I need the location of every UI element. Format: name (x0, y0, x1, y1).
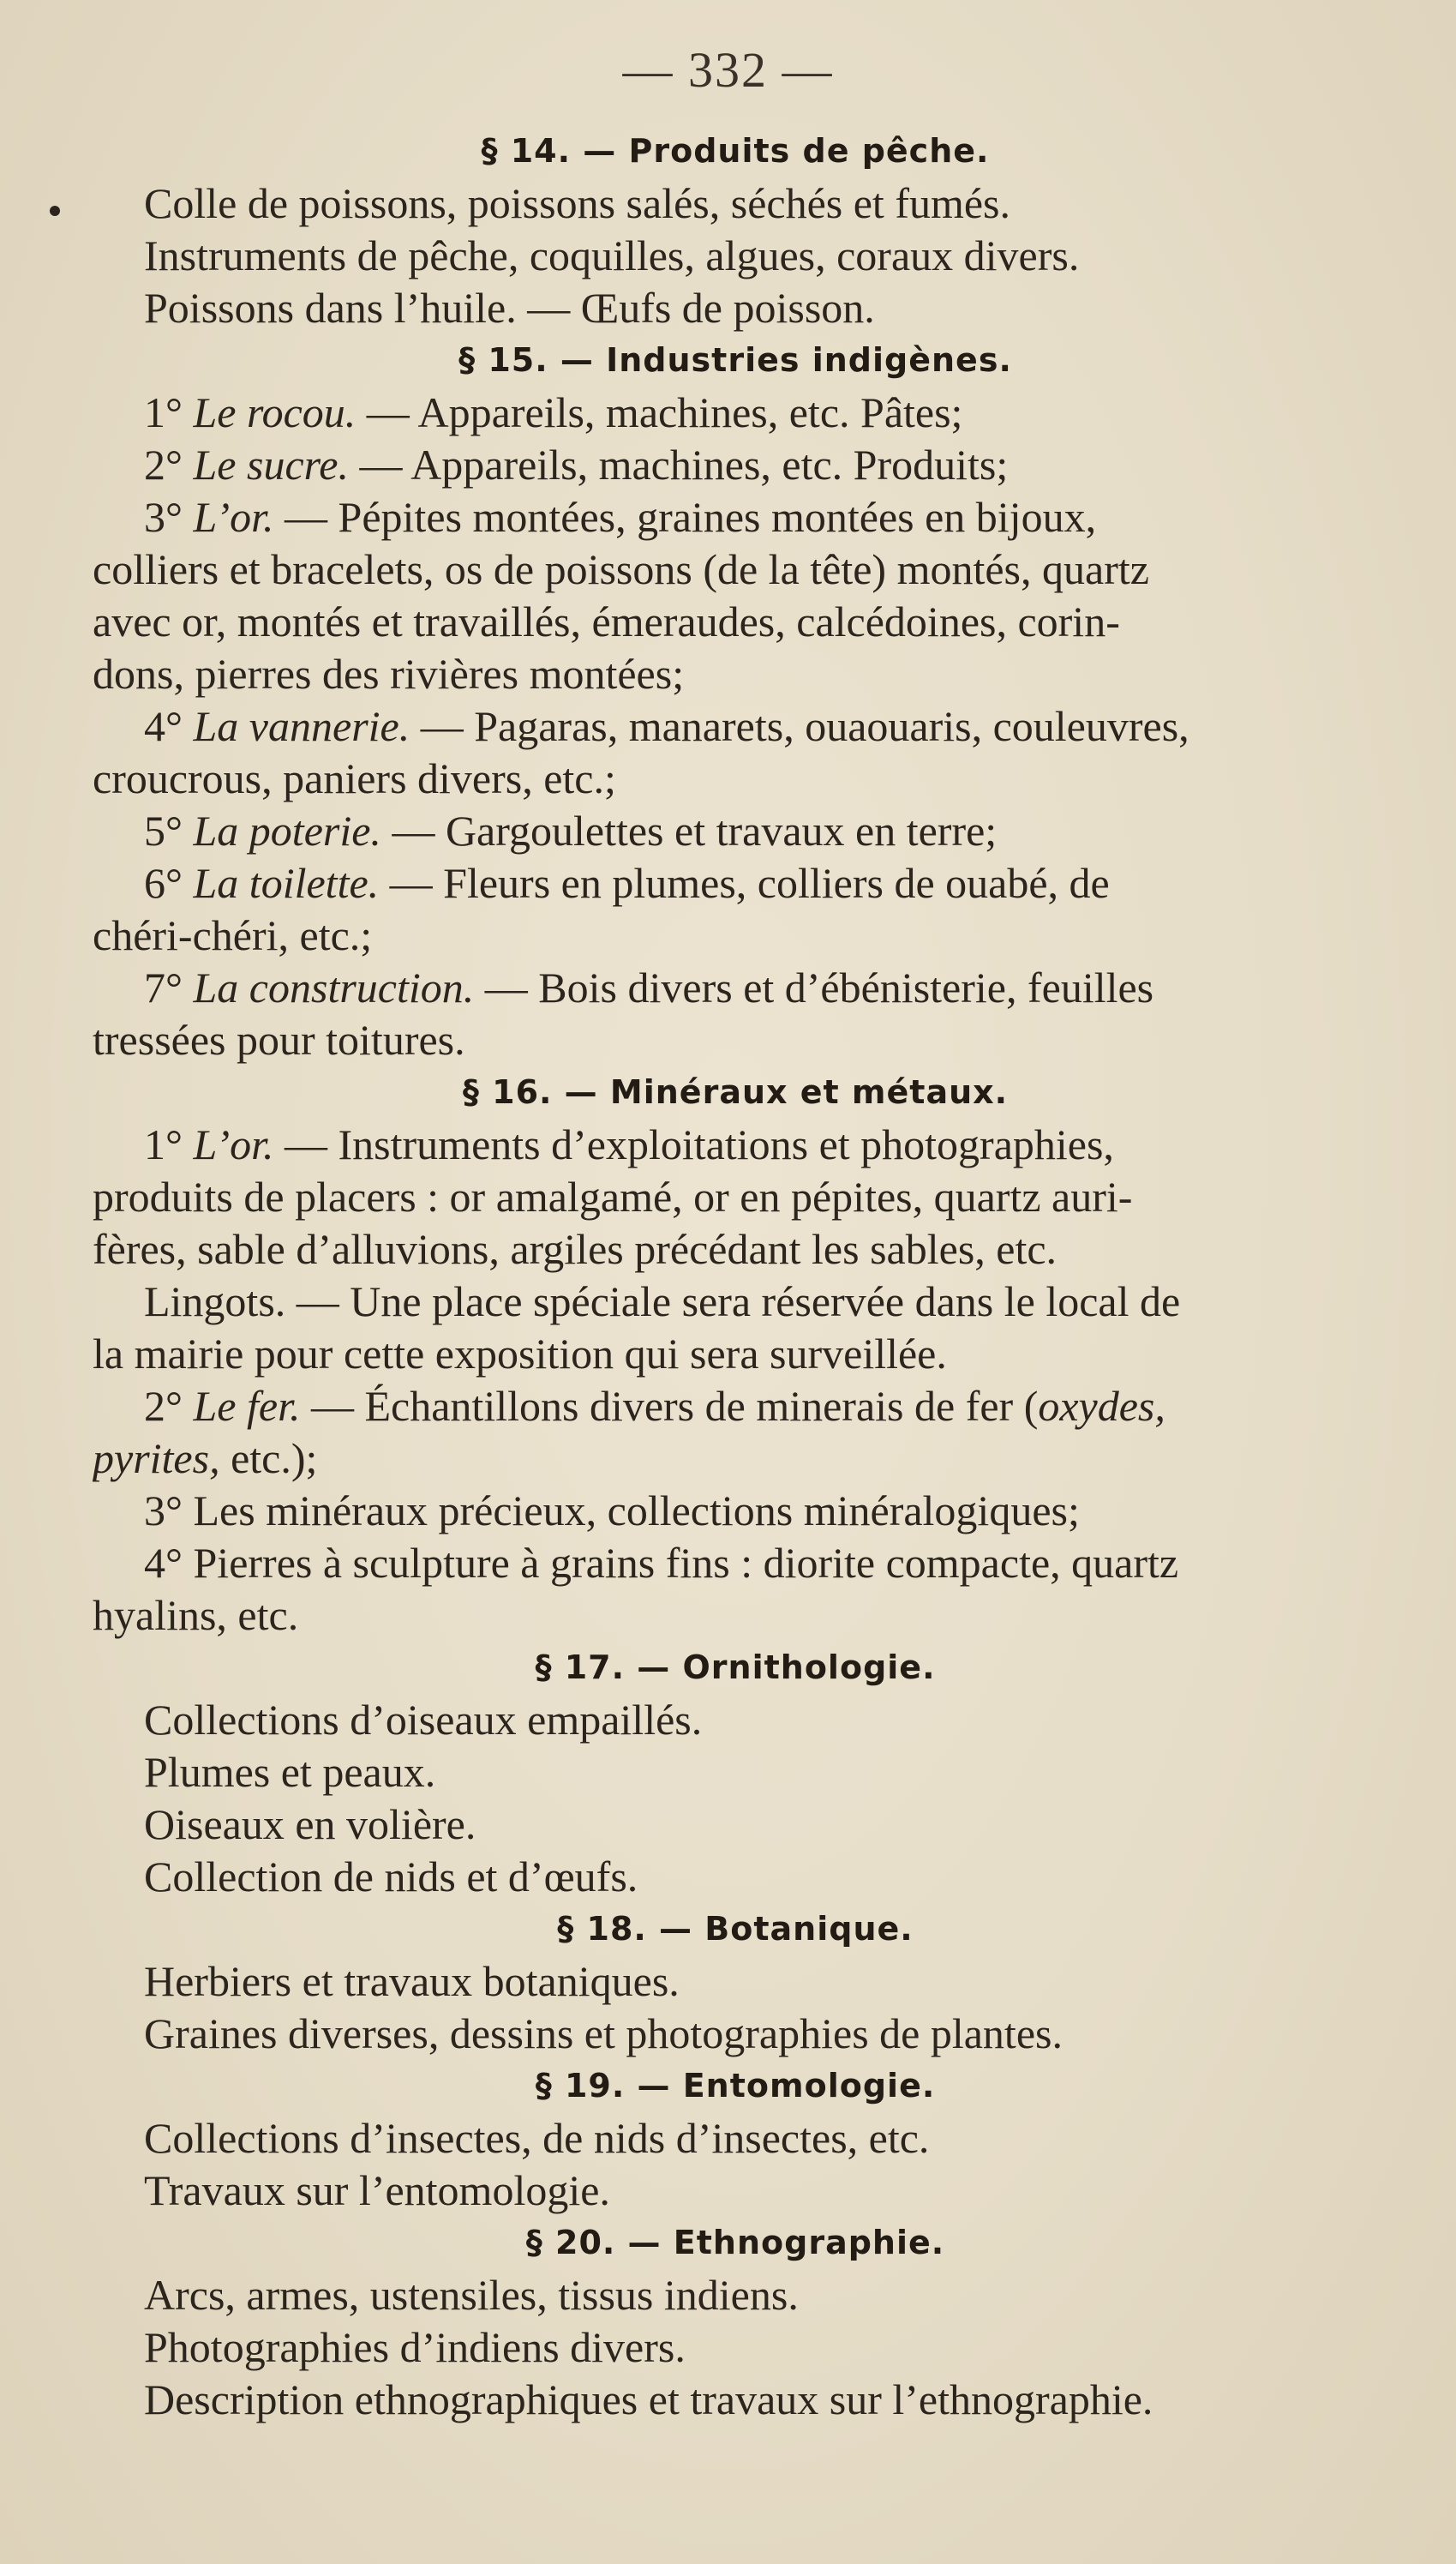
item-italic: oxydes, (1038, 1382, 1165, 1430)
text-line: Travaux sur l’entomologie. (144, 2166, 610, 2214)
section-heading-14: § 14. — Produits de pêche. (481, 132, 990, 170)
list-item-fer (93, 1380, 1378, 1432)
text-line: Collection de nids et d’œufs. (144, 1852, 638, 1900)
item-title: La vannerie. (193, 702, 410, 750)
text-line (93, 1432, 1378, 1485)
item-title: L’or. (193, 493, 274, 541)
text-line: avec or, montés et travaillés, émeraudes, calcédoines, corin- (93, 597, 1120, 646)
text-line: hyalins, etc. (93, 1591, 299, 1639)
item-title: Le fer. (193, 1382, 301, 1430)
text-line: la mairie pour cette exposition qui sera surveillée. (93, 1330, 947, 1378)
item-text: — Appareils, machines, etc. Pâtes; (356, 388, 963, 436)
text-line: Lingots. — Une place spéciale sera réservée dans le local de (144, 1277, 1181, 1325)
text-line: Graines diverses, dessins et photographies de plantes. (144, 2009, 1063, 2057)
text-line: produits de placers : or amalgamé, or en pépites, quartz auri- (93, 1173, 1133, 1221)
margin-mark-icon (50, 206, 60, 216)
text-line: chéri-chéri, etc.; (93, 911, 373, 959)
item-title: Le rocou. (193, 388, 357, 436)
item-number: 7° (144, 964, 183, 1012)
text-line: 4° Pierres à sculpture à grains fins : diorite compacte, quartz (144, 1539, 1179, 1587)
item-title: L’or. (193, 1120, 274, 1168)
item-text: — Fleurs en plumes, colliers de ouabé, de (379, 859, 1110, 907)
text-line: Collections d’insectes, de nids d’insectes, etc. (144, 2114, 930, 2162)
text-line: Arcs, armes, ustensiles, tissus indiens. (144, 2271, 799, 2319)
text-line: Poissons dans l’huile. — Œufs de poisson. (144, 284, 875, 332)
list-item-or (93, 491, 1378, 543)
text-line: 3° Les minéraux précieux, collections minéralogiques; (144, 1486, 1080, 1534)
text-line: tressées pour toitures. (93, 1016, 465, 1064)
section-heading-18: § 18. — Botanique. (557, 1910, 914, 1948)
text-line: colliers et bracelets, os de poissons (de la tête) montés, quartz (93, 545, 1149, 593)
item-title: La construction. (193, 964, 475, 1012)
text-line: Colle de poissons, poissons salés, séchés et fumés. (144, 179, 1011, 227)
item-number: 5° (144, 807, 183, 855)
text-line: Description ethnographiques et travaux sur l’ethnographie. (144, 2375, 1153, 2423)
text-line: croucrous, paniers divers, etc.; (93, 754, 616, 802)
text-line: fères, sable d’alluvions, argiles précédant les sables, etc. (93, 1225, 1058, 1273)
text-line: Photographies d’indiens divers. (144, 2323, 686, 2371)
list-item-toilette (93, 857, 1378, 910)
item-text: etc.); (219, 1434, 318, 1482)
item-text: — Gargoulettes et travaux en terre; (380, 807, 998, 855)
list-item-vannerie (93, 700, 1378, 753)
item-title: Le sucre. (193, 441, 349, 489)
section-heading-16: § 16. — Minéraux et métaux. (462, 1073, 1009, 1111)
text-line: dons, pierres des rivières montées; (93, 650, 685, 698)
list-item-poterie (93, 805, 1378, 857)
section-heading-20: § 20. — Ethnographie. (525, 2224, 945, 2261)
text-line: Collections d’oiseaux empaillés. (144, 1696, 703, 1744)
item-number: 6° (144, 859, 183, 907)
section-heading-17: § 17. — Ornithologie. (535, 1648, 936, 1686)
page-body (93, 125, 1378, 2426)
item-text: — Instruments d’exploitations et photographies, (273, 1120, 1114, 1168)
item-number: 2° (144, 441, 183, 489)
text-line: Instruments de pêche, coquilles, algues, coraux divers. (144, 231, 1080, 279)
list-item-rocou (93, 387, 1378, 439)
list-item-or-metaux (93, 1119, 1378, 1171)
item-text: — Appareils, machines, etc. Produits; (348, 441, 1009, 489)
text-line: Herbiers et travaux botaniques. (144, 1957, 680, 2005)
item-text: — Pagaras, manarets, ouaouaris, couleuvres, (410, 702, 1189, 750)
item-title: La toilette. (193, 859, 380, 907)
item-number: 3° (144, 493, 183, 541)
text-line: Oiseaux en volière. (144, 1800, 476, 1848)
text-line: Plumes et peaux. (144, 1748, 436, 1796)
item-text: — Pépites montées, graines montées en bijoux, (273, 493, 1097, 541)
item-text: — Bois divers et d’ébénisterie, feuilles (474, 964, 1154, 1012)
list-item-construction (93, 962, 1378, 1014)
section-heading-19: § 19. — Entomologie. (535, 2067, 936, 2105)
item-text: — Échantillons divers de minerais de fer ( (300, 1382, 1039, 1430)
item-number: 1° (144, 1120, 183, 1168)
list-item-sucre (93, 439, 1378, 491)
page-number: — 332 — (622, 42, 834, 98)
section-heading-15: § 15. — Industries indigènes. (458, 341, 1012, 379)
item-number: 2° (144, 1382, 183, 1430)
item-italic: pyrites, (93, 1434, 220, 1482)
item-number: 4° (144, 702, 183, 750)
item-number: 1° (144, 388, 183, 436)
item-title: La poterie. (193, 807, 381, 855)
